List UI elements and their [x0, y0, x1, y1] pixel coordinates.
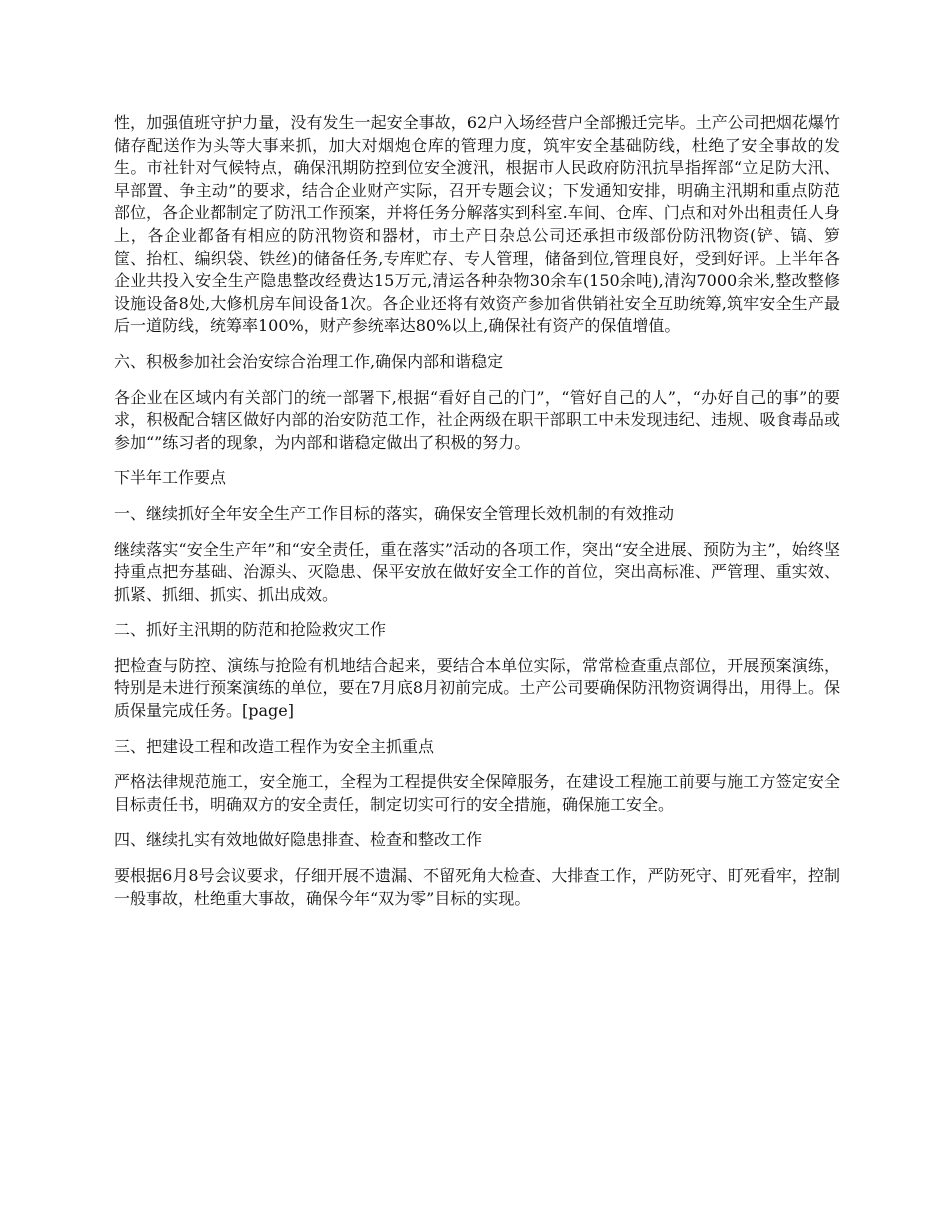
paragraph-plan-three: 严格法律规范施工，安全施工，全程为工程提供安全保障服务，在建设工程施工前要与施工方签定安全目标责任书，明确双方的安全责任，制定切实可行的安全措施，确保施工安全。	[114, 772, 840, 814]
paragraph-plan-two: 把检查与防控、演练与抢险有机地结合起来，要结合本单位实际，常常检查重点部位，开展预案演练，特别是未进行预案演练的单位，要在7月底8月初前完成。土产公司要确保防汛物资调得出，用得上。保质保量完成任务。[page]	[114, 655, 840, 721]
paragraph-plan-four: 要根据6月8号会议要求，仔细开展不遗漏、不留死角大检查、大排查工作，严防死守、盯死看牢，控制一般事故，杜绝重大事故，确保今年“双为零”目标的实现。	[114, 866, 840, 908]
heading-section-six: 六、积极参加社会治安综合治理工作,确保内部和谐稳定	[114, 351, 504, 371]
heading-plan-one: 一、继续抓好全年安全生产工作目标的落实，确保安全管理长效机制的有效推动	[114, 503, 675, 523]
heading-plan-three: 三、把建设工程和改造工程作为安全主抓重点	[114, 736, 435, 756]
paragraph-public-security: 各企业在区域内有关部门的统一部署下,根据“看好自己的门”，“管好自己的人”，“办好自己的事”的要求，积极配合辖区做好内部的治安防范工作，社企两级在职干部职工中未发现违纪、违规、吸食毒品或参加“”练习者的现象，为内部和谐稳定做出了积极的努力。	[114, 387, 840, 452]
heading-second-half-plan: 下半年工作要点	[114, 468, 227, 488]
paragraph-safety-flood-summary: 性，加强值班守护力量，没有发生一起安全事故，62户入场经营户全部搬迁完毕。土产公司把烟花爆竹储存配送作为头等大事来抓，加大对烟炮仓库的管理力度，筑牢安全基础防线，杜绝了安全事故的发生。市社针对气候特点，确保汛期防控到位安全渡汛，根据市人民政府防汛抗旱指挥部“立足防大汛、早部置、争主动”的要求，结合企业财产实际，召开专题会议；下发通知安排，明确主汛期和重点防范部位，各企业都制定了防汛工作预案，并将任务分解落实到科室.车间、仓库、门点和对外出租责任人身上，各企业都备有相应的防汛物资和器材，市土产日杂总公司还承担市级部份防汛物资(铲、镐、箩筐、抬杠、编织袋、铁丝)的储备任务,专库贮存、专人管理，储备到位,管理良好，受到好评。上半年各企业共投入安全生产隐患整改经费达15万元,清运各种杂物30余车(150余吨),清沟7000余米,整改整修设施设备8处,大修机房车间设备1次。各企业还将有效资产参加省供销社安全互助统筹,筑牢安全生产最后一道防线，统筹率100%，财产参统率达80%以上,确保社有资产的保值增值。	[114, 113, 840, 336]
heading-plan-four: 四、继续扎实有效地做好隐患排查、检查和整改工作	[114, 830, 483, 850]
document-body	[114, 112, 840, 923]
paragraph-plan-one: 继续落实“安全生产年”和“安全责任，重在落实”活动的各项工作，突出“安全进展、预防为主”，始终坚持重点把夯基础、治源头、灭隐患、保平安放在做好安全工作的首位，突出高标准、严管理、重实效、抓紧、抓细、抓实、抓出成效。	[114, 539, 840, 604]
heading-plan-two: 二、抓好主汛期的防范和抢险救灾工作	[114, 620, 387, 640]
